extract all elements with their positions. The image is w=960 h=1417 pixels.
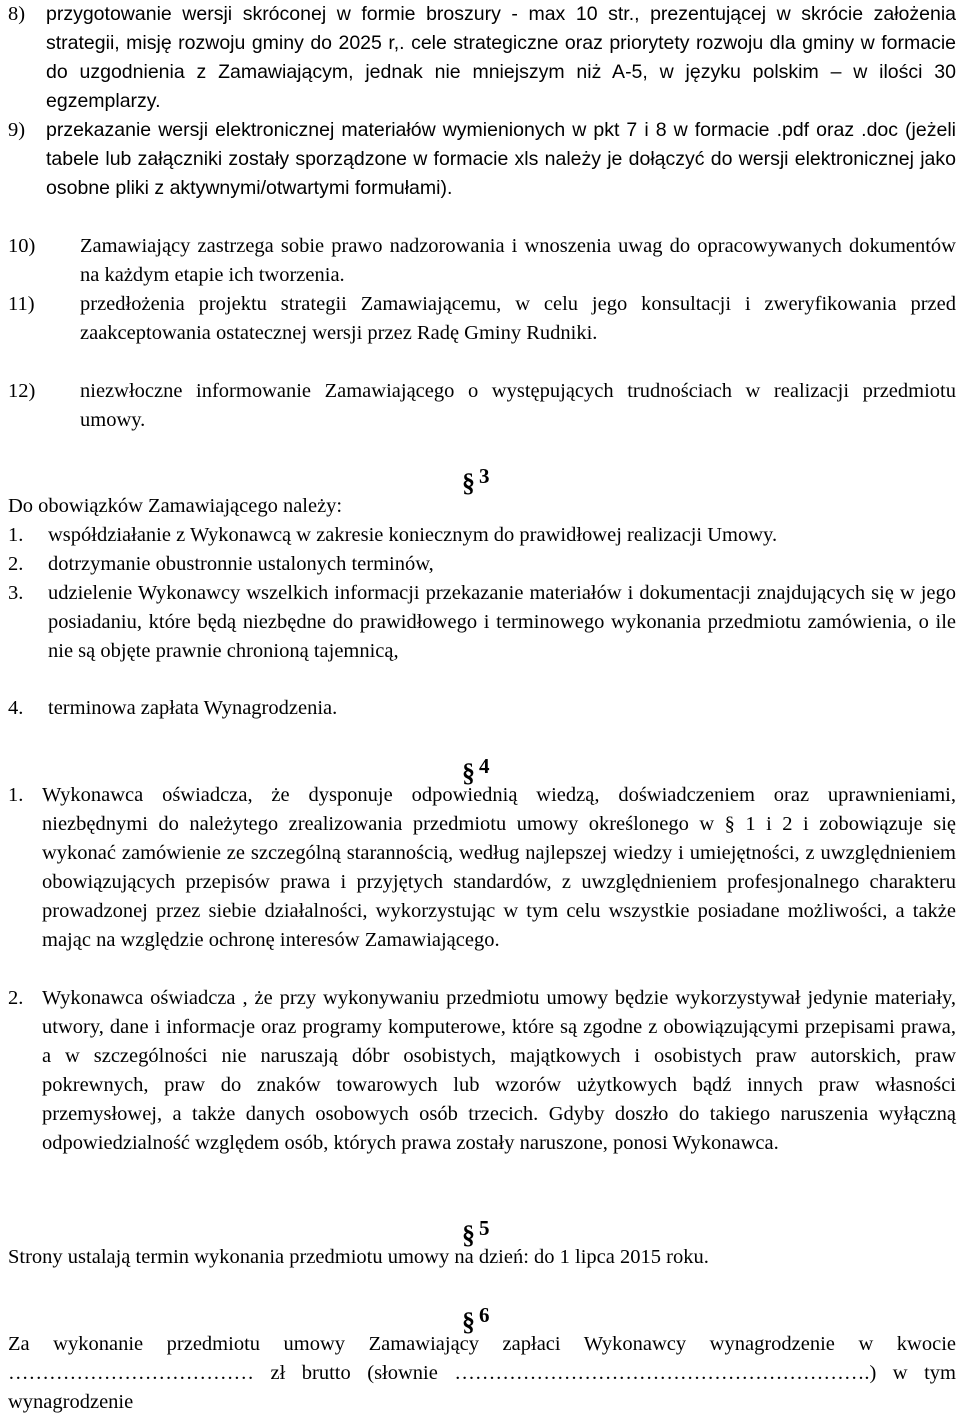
list-item-11 bbox=[8, 290, 956, 348]
section-number: 4 bbox=[479, 754, 490, 778]
list-item-number: 11) bbox=[8, 293, 35, 315]
list-item-text: dotrzymanie obustronnie ustalonych terminów, bbox=[48, 553, 434, 575]
section-3-heading bbox=[462, 462, 490, 497]
list-item-9 bbox=[8, 116, 956, 203]
list-item-text: przygotowanie wersji skróconej w formie broszury - max 10 str., prezentującej w skrócie założenia strategii, misję rozwoju gminy do 2025 r,. cele strategiczne oraz priorytety rozwoju dla gminy w formacie do uzgodnienia z Zamawiającym, jednak nie mniejszym niż A-5, w języku polskim – w ilości 30 egzemplarzy. bbox=[46, 3, 956, 112]
sec4-item-2 bbox=[8, 984, 956, 1158]
sec4-item-1 bbox=[8, 781, 956, 955]
list-item-text: współdziałanie z Wykonawcą w zakresie koniecznym do prawidłowej realizacji Umowy. bbox=[48, 524, 778, 546]
list-item-number: 10) bbox=[8, 235, 36, 257]
sec3-item-4 bbox=[8, 694, 956, 723]
section-5-text: Strony ustalają termin wykonania przedmiotu umowy na dzień: do 1 lipca 2015 roku. bbox=[8, 1246, 709, 1268]
section-3-intro: Do obowiązków Zamawiającego należy: bbox=[8, 495, 343, 517]
list-item-number: 1. bbox=[8, 784, 24, 806]
section-number: 3 bbox=[479, 464, 490, 488]
sec3-item-1 bbox=[8, 521, 956, 550]
section-symbol: § bbox=[462, 1220, 475, 1249]
list-item-text: terminowa zapłata Wynagrodzenia. bbox=[48, 697, 338, 719]
sec3-item-3 bbox=[8, 579, 956, 666]
section-number: 5 bbox=[479, 1216, 490, 1240]
list-item-text: niezwłoczne informowanie Zamawiającego o występujących trudnościach w realizacji przedmiotu umowy. bbox=[80, 380, 956, 431]
list-item-12 bbox=[8, 377, 956, 435]
list-item-number: 2. bbox=[8, 553, 24, 575]
section-symbol: § bbox=[462, 1307, 475, 1336]
section-symbol: § bbox=[462, 468, 475, 497]
section-number: 6 bbox=[479, 1303, 490, 1327]
list-item-8 bbox=[8, 0, 956, 116]
section-5-heading bbox=[462, 1214, 490, 1249]
list-item-10 bbox=[8, 232, 956, 290]
list-item-text: Wykonawca oświadcza, że dysponuje odpowiednią wiedzą, doświadczeniem oraz uprawnieniami, niezbędnymi do należytego zrealizowania przedmiotu umowy określonego w § 1 i 2 i zobowiązuje się wykonać zamówienie ze szczególną starannością, według najlepszej wiedzy i umiejętności, z uwzględnieniem obowiązujących przepisów prawa i przyjętych standardów, z uwzględnieniem profesjonalnego charakteru prowadzonej przez siebie działalności, wykorzystując w tym celu wszystkie posiadane możliwości, a także mając na względzie ochronę interesów Zamawiającego. bbox=[42, 784, 956, 951]
list-item-number: 12) bbox=[8, 380, 36, 402]
section-symbol: § bbox=[462, 758, 475, 787]
list-item-number: 9) bbox=[8, 119, 26, 141]
list-item-text: Wykonawca oświadcza , że przy wykonywaniu przedmiotu umowy będzie wykorzystywał jedynie materiały, utwory, dane i informacje oraz programy komputerowe, które są zgodne z obowiązującymi przepisami prawa, a w szczególności nie naruszają dóbr osobistych, majątkowych i osobistych praw autorskich, praw pokrewnych, praw do znaków towarowych lub wzorów użytkowych bądź innych praw własności przemysłowej, a także danych osobowych osób trzecich. Gdyby doszło do takiego naruszenia wyłączną odpowiedzialność względem osób, których prawa zostały naruszone, ponosi Wykonawca. bbox=[42, 987, 956, 1154]
section-6-text: Za wykonanie przedmiotu umowy Zamawiający zapłaci Wykonawcy wynagrodzenie w kwocie ……………………………… zł brutto (słownie …………………………………………………….) w tym wynagrodzenie bbox=[8, 1333, 956, 1413]
list-item-text: Zamawiający zastrzega sobie prawo nadzorowania i wnoszenia uwag do opracowywanych dokumentów na każdym etapie ich tworzenia. bbox=[80, 235, 956, 286]
list-item-number: 1. bbox=[8, 524, 24, 546]
list-item-text: przekazanie wersji elektronicznej materiałów wymienionych w pkt 7 i 8 w formacie .pdf oraz .doc (jeżeli tabele lub załączniki zostały sporządzone w formacie xls należy je dołączyć do wersji elektronicznej jako osobne pliki z aktywnymi/otwartymi formułami). bbox=[46, 119, 956, 199]
list-item-text: przedłożenia projektu strategii Zamawiającemu, w celu jego konsultacji i zweryfikowania przed zaakceptowania ostatecznej wersji przez Radę Gminy Rudniki. bbox=[80, 293, 956, 344]
section-4-heading bbox=[462, 752, 490, 787]
list-item-text: udzielenie Wykonawcy wszelkich informacji przekazanie materiałów i dokumentacji znajdujących się w jego posiadaniu, które będą niezbędne do prawidłowego i terminowego wykonania przedmiotu zamówienia, o ile nie są objęte prawnie chronioną tajemnicą, bbox=[48, 582, 956, 662]
section-6-heading bbox=[462, 1301, 490, 1336]
list-item-number: 2. bbox=[8, 987, 24, 1009]
list-item-number: 3. bbox=[8, 582, 24, 604]
sec3-item-2 bbox=[8, 550, 956, 579]
list-item-number: 4. bbox=[8, 697, 24, 719]
list-item-number: 8) bbox=[8, 3, 26, 25]
